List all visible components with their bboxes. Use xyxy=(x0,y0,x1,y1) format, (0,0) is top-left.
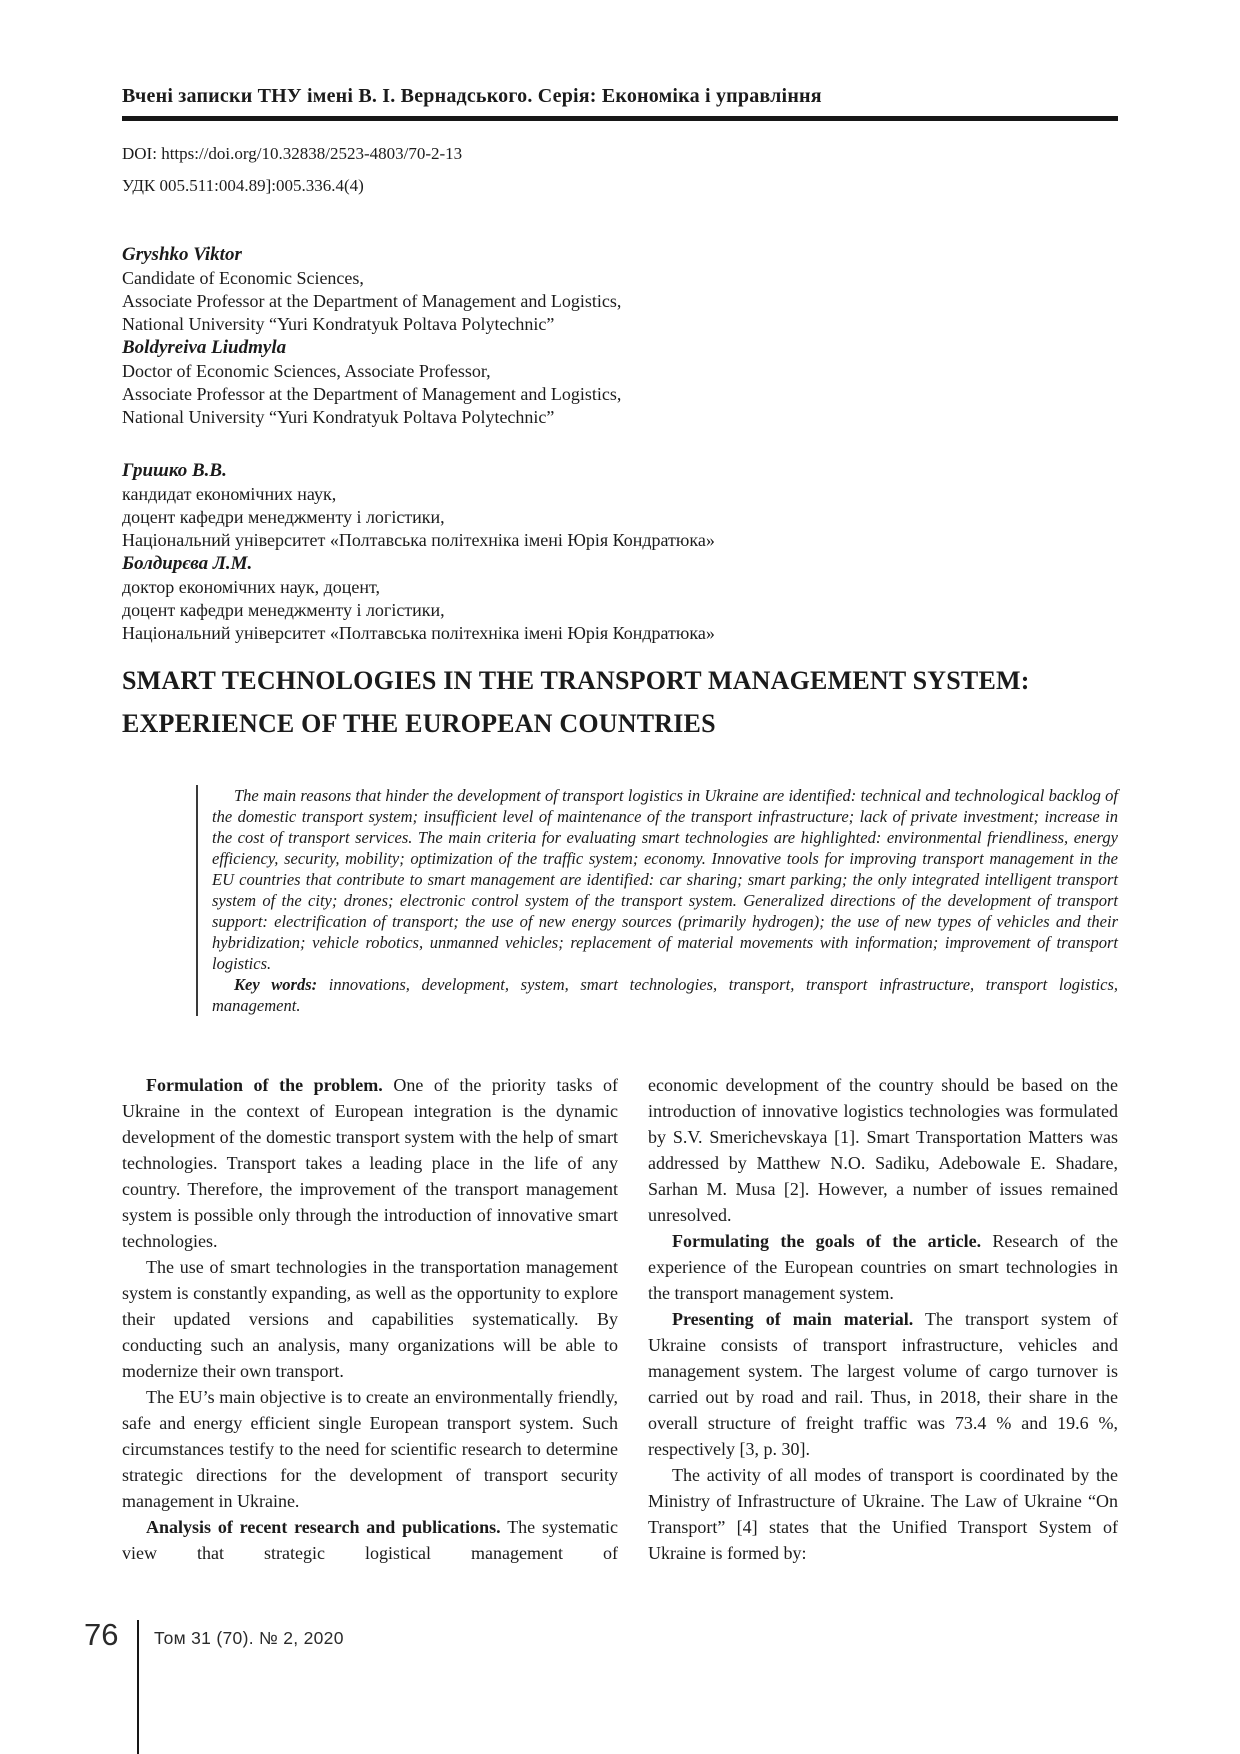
author-position-line: доцент кафедри менеджменту і логістики, xyxy=(122,507,445,527)
author-name-uk-1: Гришко В.В. xyxy=(122,460,227,481)
paragraph-lead: Formulation of the problem. xyxy=(146,1075,383,1095)
footer-divider xyxy=(137,1620,139,1754)
paragraph-lead: Formulating the goals of the article. xyxy=(672,1231,982,1251)
authors-english-block xyxy=(122,243,1118,429)
keywords-paragraph xyxy=(212,974,1118,1016)
paragraph: The activity of all modes of transport is coordinated by the Ministry of Infrastructure of Ukraine. The Law of Ukraine “On Transport” [4] states that the Unified Transport System of Ukraine is formed by: xyxy=(648,1465,1118,1563)
author-position-line: доцент кафедри менеджменту і логістики, xyxy=(122,600,445,620)
paragraph-formulation xyxy=(122,1072,618,1254)
paragraph-continuation: economic development of the country should be based on the introduction of innovative logistics technologies was formulated by S.V. Smerichevskaya [1]. Smart Transportation Matters was addressed by Matthew N.O. Sadiku, Adebowale E. Shadare, Sarhan M. Musa [2]. However, a number of issues remained unresolved. xyxy=(648,1075,1118,1225)
udc-line: УДК 005.511:004.89]:005.336.4(4) xyxy=(122,176,364,195)
abstract-block xyxy=(196,785,1118,1016)
journal-header xyxy=(122,84,1118,121)
paragraph-lead: Analysis of recent research and publications. xyxy=(146,1517,501,1537)
footer-page-number: 76 xyxy=(84,1617,119,1652)
author-position-line: Associate Professor at the Department of Management and Logistics, xyxy=(122,291,622,311)
paragraph-text: The transport system of Ukraine consists of transport infrastructure, vehicles and management system. The largest volume of cargo turnover is carried out by road and rail. Thus, in 2018, their share in the overall structure of freight traffic was 73.4 % and 19.6 %, respectively [3, p. 30]. xyxy=(648,1309,1118,1459)
author-affiliation-line: National University “Yuri Kondratyuk Poltava Polytechnic” xyxy=(122,407,555,427)
author-name-en-2: Boldyreiva Liudmyla xyxy=(122,337,287,358)
author-affiliation-line: Національний університет «Полтавська політехніка імені Юрія Кондратюка» xyxy=(122,623,715,643)
article-title-line1: SMART TECHNOLOGIES IN THE TRANSPORT MANAGEMENT SYSTEM: xyxy=(122,666,1030,695)
author-degree-line: доктор економічних наук, доцент, xyxy=(122,577,380,597)
abstract-text: The main reasons that hinder the development of transport logistics in Ukraine are identified: technical and technological backlog of the domestic transport system; insufficient level of maintenance of the transport infrastructure; lack of private investment; increase in the cost of transport services. The main criteria for evaluating smart technologies are highlighted: environmental friendliness, energy efficiency, security, mobility; optimization of the traffic system; economy. Innovative tools for improving transport management in the EU countries that contribute to smart management are identified: car sharing; smart parking; the only integrated intelligent transport system of the city; drones; electronic control system of the transport system. Generalized directions of the development of transport support: electrification of transport; the use of new energy sources (primarily hydrogen); the use of new types of vehicles and their hybridization; vehicle robotics, unmanned vehicles; replacement of material movements with information; improvement of transport logistics. xyxy=(212,786,1118,973)
paragraph-main-material xyxy=(648,1306,1118,1462)
paragraph-analysis xyxy=(122,1514,618,1566)
author-name-uk-2: Болдирєва Л.М. xyxy=(122,553,253,574)
author-degree-line: Candidate of Economic Sciences, xyxy=(122,268,364,288)
doi-line: DOI: https://doi.org/10.32838/2523-4803/70-2-13 xyxy=(122,144,463,163)
author-degree-line: кандидат економічних наук, xyxy=(122,484,337,504)
authors-ukrainian-block xyxy=(122,459,1118,645)
author-position-line: Associate Professor at the Department of Management and Logistics, xyxy=(122,384,622,404)
paragraph-text: The systematic view that strategic logistical management of xyxy=(122,1517,618,1563)
footer-issue-label: Том 31 (70). № 2, 2020 xyxy=(154,1628,344,1648)
author-name-en-1: Gryshko Viktor xyxy=(122,244,242,265)
author-affiliation-line: Національний університет «Полтавська політехніка імені Юрія Кондратюка» xyxy=(122,530,715,550)
keywords-text: innovations, development, system, smart technologies, transport, transport infrastructure, transport logistics, management. xyxy=(212,975,1118,1015)
column-right xyxy=(648,1072,1118,1566)
paragraph: The use of smart technologies in the transportation management system is constantly expanding, as well as the opportunity to explore their updated versions and capabilities systematically. By conducting such an analysis, many organizations will be able to modernize their own transport. xyxy=(122,1257,618,1381)
article-title-line2: EXPERIENCE OF THE EUROPEAN COUNTRIES xyxy=(122,709,716,738)
paragraph-text: One of the priority tasks of Ukraine in the context of European integration is the dynamic development of the domestic transport system with the help of smart technologies. Transport takes a leading place in the life of any country. Therefore, the improvement of the transport management system is possible only through the introduction of innovative smart technologies. xyxy=(122,1075,618,1251)
paragraph-lead: Presenting of main material. xyxy=(672,1309,914,1329)
keywords-label: Key words: xyxy=(234,975,318,994)
author-affiliation-line: National University “Yuri Kondratyuk Poltava Polytechnic” xyxy=(122,314,555,334)
paragraph-text: Research of the experience of the European countries on smart technologies in the transport management system. xyxy=(648,1231,1119,1303)
paragraph: The EU’s main objective is to create an environmentally friendly, safe and energy efficient single European transport system. Such circumstances testify to the need for scientific research to determine strategic directions for the development of transport security management in Ukraine. xyxy=(122,1387,618,1511)
header-rule xyxy=(122,116,1118,121)
author-degree-line: Doctor of Economic Sciences, Associate Professor, xyxy=(122,361,491,381)
paragraph-goals xyxy=(648,1228,1118,1306)
article-title xyxy=(122,659,1118,745)
journal-title: Вчені записки ТНУ імені В. І. Вернадського. Серія: Економіка і управління xyxy=(122,85,822,107)
body-columns xyxy=(122,1072,1118,1566)
column-left xyxy=(122,1072,618,1566)
